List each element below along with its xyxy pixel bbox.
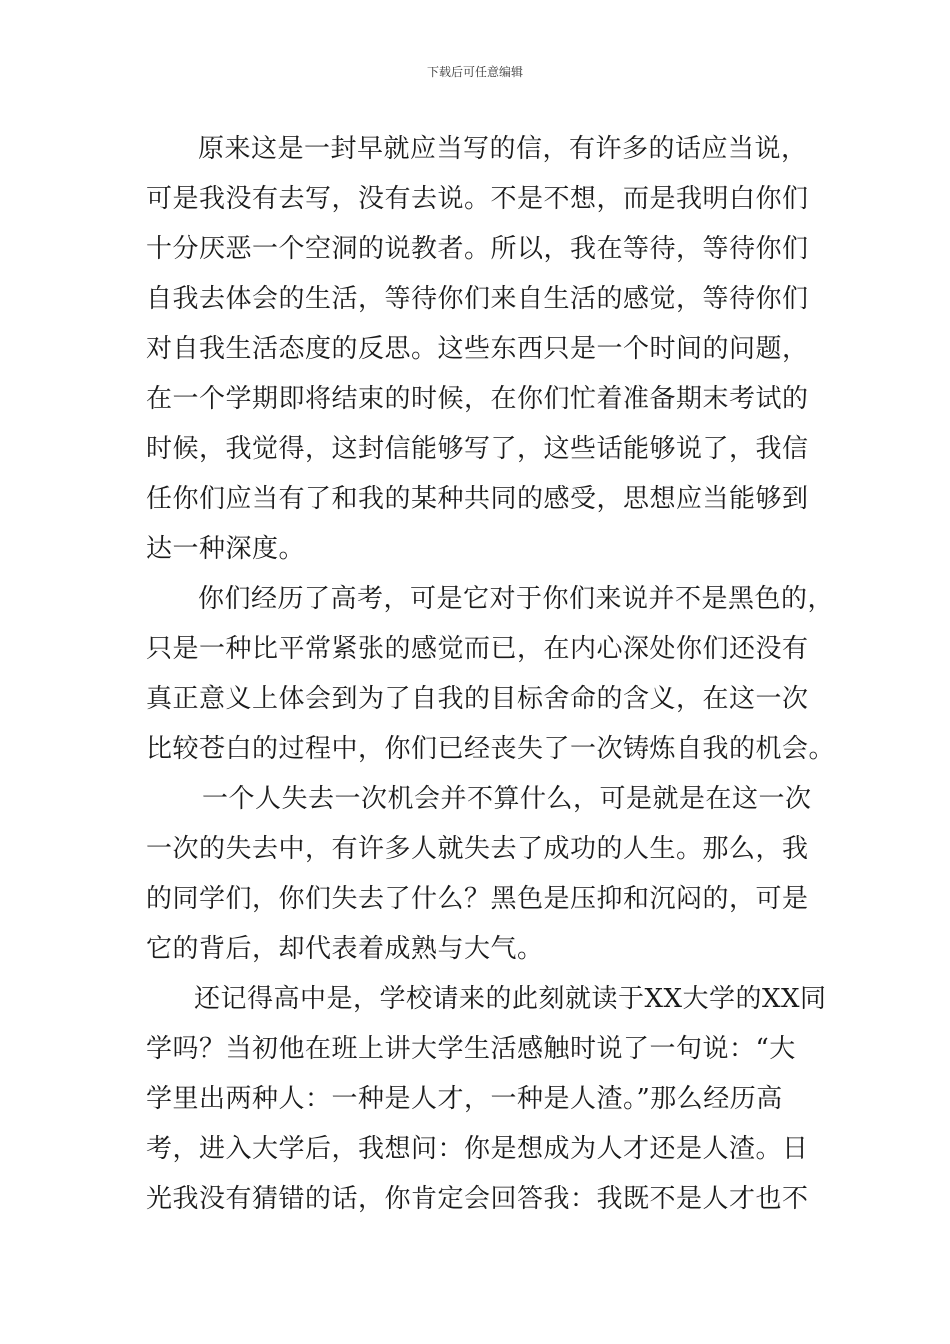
text-line: 可是我没有去写，没有去说。不是不想，而是我明白你们 — [146, 184, 809, 214]
paragraph-1 — [146, 124, 816, 574]
text-line: 光我没有猜错的话，你肯定会回答我：我既不是人才也不 — [146, 1184, 809, 1214]
text-line: 的同学们，你们失去了什么？黑色是压抑和沉闷的，可是 — [146, 884, 809, 914]
text-line: 一次的失去中，有许多人就失去了成功的人生。那么，我 — [146, 834, 809, 864]
page-header: 下载后可任意编辑 — [426, 65, 523, 79]
text-line: 十分厌恶一个空洞的说教者。所以，我在等待，等待你们 — [146, 234, 809, 264]
text-line: 原来这是一封早就应当写的信，有许多的话应当说， — [198, 134, 808, 164]
text-line: 考，进入大学后，我想问：你是想成为人才还是人渣。日 — [146, 1134, 809, 1164]
text-line: 它的背后，却代表着成熟与大气。 — [146, 934, 544, 964]
text-line: 学里出两种人：一种是人才，一种是人渣。”那么经历高 — [146, 1084, 783, 1114]
paragraph-2 — [146, 574, 836, 774]
text-line: 只是一种比平常紧张的感觉而已，在内心深处你们还没有 — [146, 634, 809, 664]
text-line: 学吗？当初他在班上讲大学生活感触时说了一句说：“大 — [146, 1034, 796, 1064]
text-line: 一个人失去一次机会并不算什么，可是就是在这一次 — [202, 784, 812, 814]
paragraph-4 — [146, 974, 827, 1224]
text-line: 时候，我觉得，这封信能够写了，这些话能够说了，我信 — [146, 434, 809, 464]
text-line: 达一种深度。 — [146, 534, 306, 564]
text-line: 在一个学期即将结束的时候，在你们忙着准备期末考试的 — [146, 384, 809, 414]
text-line: 自我去体会的生活，等待你们来自生活的感觉，等待你们 — [146, 284, 809, 314]
text-line: 比较苍白的过程中，你们已经丧失了一次铸炼自我的机会。 — [146, 734, 836, 764]
text-line: 你们经历了高考，可是它对于你们来说并不是黑色的， — [198, 584, 835, 614]
paragraph-3 — [146, 774, 816, 974]
text-line: 对自我生活态度的反思。这些东西只是一个时间的问题， — [146, 334, 809, 364]
text-line: 任你们应当有了和我的某种共同的感受，思想应当能够到 — [146, 484, 809, 514]
text-line: 还记得高中是，学校请来的此刻就读于XX大学的XX同 — [194, 984, 827, 1014]
text-line: 真正意义上体会到为了自我的目标舍命的含义，在这一次 — [146, 684, 809, 714]
document-body — [146, 124, 836, 1224]
